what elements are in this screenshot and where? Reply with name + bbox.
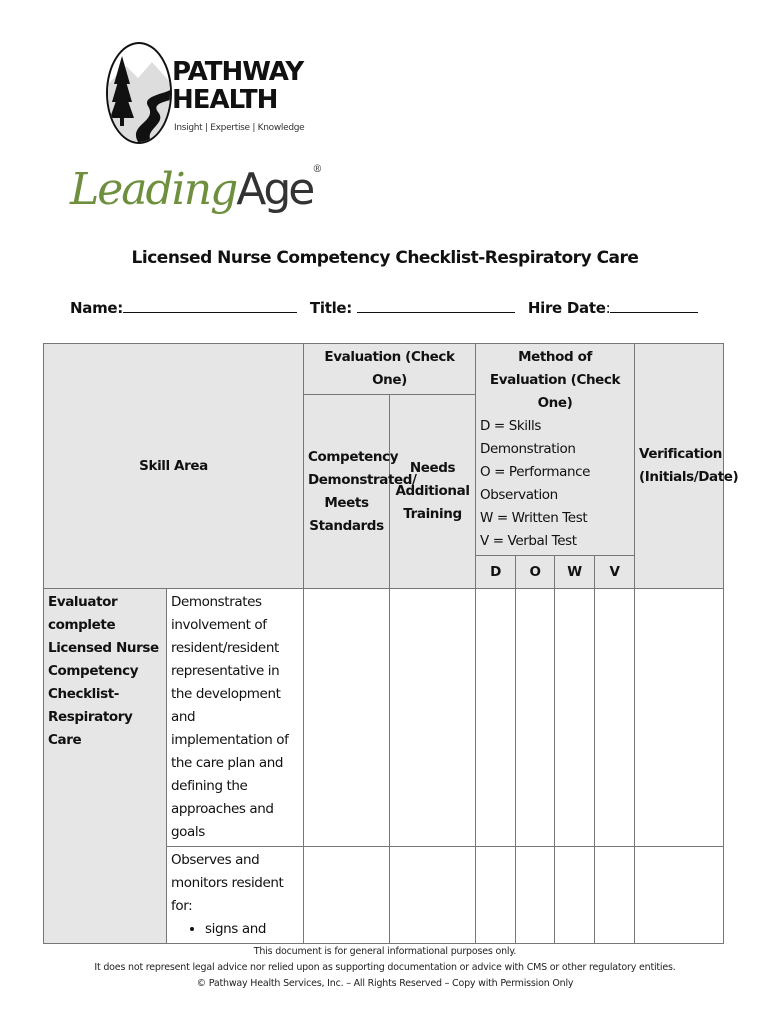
employee-info-line: [70, 298, 698, 317]
hire-date-colon: :: [605, 299, 611, 317]
method-of-evaluation-header: [476, 344, 635, 556]
needs-training-check-cell[interactable]: [390, 589, 476, 847]
skill-description: [167, 847, 304, 944]
competency-checklist-table: [43, 343, 739, 944]
footer-copyright: © Pathway Health Services, Inc. – All Rights Reserved – Copy with Permission Only: [196, 978, 574, 989]
title-field[interactable]: [357, 298, 515, 313]
method-legend-w: W = Written Test: [480, 510, 588, 526]
document-title: Licensed Nurse Competency Checklist-Respiratory Care: [131, 248, 639, 268]
method-code-v: V: [595, 556, 635, 589]
competency-check-cell[interactable]: [304, 589, 390, 847]
method-v-cell[interactable]: [595, 847, 635, 944]
table-row: [44, 589, 724, 847]
skill-bullet-list: [171, 918, 299, 941]
method-v-cell[interactable]: [595, 589, 635, 847]
name-field[interactable]: [123, 298, 297, 313]
method-code-d: D: [476, 556, 516, 589]
pathway-tagline: Insight | Expertise | Knowledge: [174, 123, 305, 133]
skill-category: Evaluator complete Licensed Nurse Competency Checklist-Respiratory Care: [44, 589, 167, 944]
competency-header: Competency Demonstrated/ Meets Standards: [304, 395, 390, 589]
hire-date-field[interactable]: [610, 298, 698, 313]
registered-mark: ®: [312, 164, 321, 175]
verification-cell[interactable]: [635, 589, 724, 847]
method-w-cell[interactable]: [555, 589, 595, 847]
leading-age-logo: [70, 152, 321, 232]
method-legend-o: O = Performance Observation: [480, 464, 591, 503]
skill-area-header: Skill Area: [44, 344, 304, 589]
brand-line-2: HEALTH: [172, 85, 278, 115]
method-d-cell[interactable]: [476, 847, 516, 944]
leading-age-text-age: Age: [236, 164, 313, 215]
method-code-o: O: [516, 556, 555, 589]
header-row-1: [44, 344, 724, 395]
pathway-health-logo: [106, 40, 305, 142]
method-o-cell[interactable]: [516, 847, 555, 944]
skill-description: Demonstrates involvement of resident/resident representative in the development and implementation of the care plan and defining the approaches and goals: [167, 589, 304, 847]
leading-age-wordmark: [70, 164, 320, 215]
skill-description-text: Observes and monitors resident for:: [171, 852, 284, 914]
leading-age-text-leading: Leading: [70, 164, 237, 215]
document-footer: [0, 944, 770, 992]
needs-training-check-cell[interactable]: [390, 847, 476, 944]
method-d-cell[interactable]: [476, 589, 516, 847]
brand-line-1: PATHWAY: [172, 57, 304, 87]
pathway-brand-name: [172, 58, 303, 114]
pathway-logo-emblem: [106, 42, 172, 144]
title-label: Title:: [309, 299, 352, 317]
method-w-cell[interactable]: [555, 847, 595, 944]
method-title: Method of Evaluation (Check One): [489, 349, 621, 411]
method-o-cell[interactable]: [516, 589, 555, 847]
verification-header: Verification (Initials/Date): [635, 344, 724, 589]
evaluation-header: Evaluation (Check One): [304, 344, 476, 395]
method-legend-d: D = Skills Demonstration: [480, 418, 576, 457]
hire-date-label: Hire Date: [527, 299, 606, 317]
needs-training-header: Needs Additional Training: [390, 395, 476, 589]
competency-check-cell[interactable]: [304, 847, 390, 944]
skill-bullet: • signs and: [205, 918, 299, 941]
method-code-w: W: [555, 556, 595, 589]
footer-disclaimer-1: This document is for general informational purposes only.: [253, 946, 517, 957]
method-legend-v: V = Verbal Test: [480, 533, 577, 549]
verification-cell[interactable]: [635, 847, 724, 944]
name-label: Name:: [70, 299, 123, 317]
footer-disclaimer-2: It does not represent legal advice nor relied upon as supporting documentation or advice with CMS or other regulatory entities.: [94, 962, 676, 973]
